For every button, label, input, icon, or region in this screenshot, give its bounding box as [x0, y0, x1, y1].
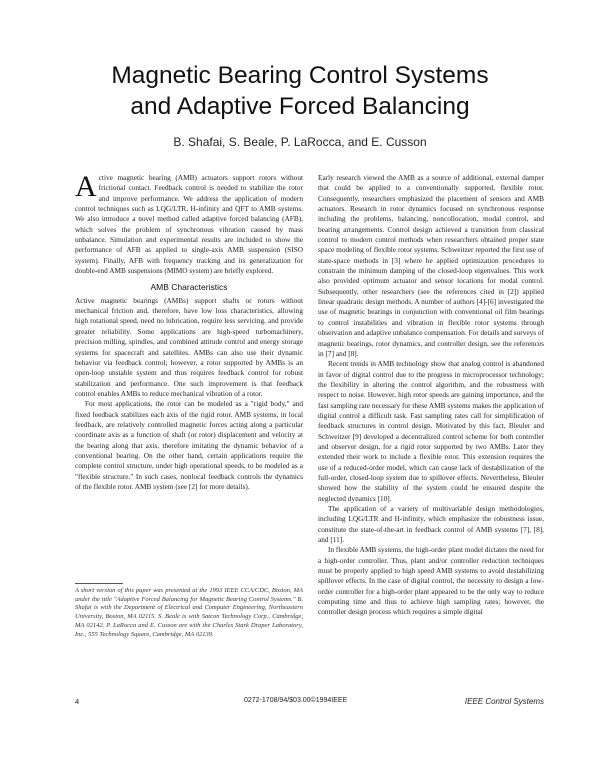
- title-line-1: Magnetic Bearing Control Systems: [111, 62, 489, 89]
- issn-line: 0272-1708/94/$03.00©1994IEEE: [244, 697, 348, 704]
- paper-title: [0, 60, 600, 122]
- right-column: [318, 173, 544, 618]
- drop-cap: A: [75, 170, 97, 203]
- body-paragraph: The application of a variety of multivariable design methodologies, including LQG/LTR and H-infinity, which emphasize the robustness issue, constitute the state-of-the-art in feedback control of AMB systems [7], [8], and [11].: [318, 504, 544, 545]
- title-line-2: and Adaptive Forced Balancing: [130, 93, 470, 120]
- body-paragraph: Early research viewed the AMB as a source of additional, external damper that could be applied to a conventionally supported, flexible rotor. Consequently, researchers emphasized the placement of sensors and AMB actuators. Research in rotor dynamics focused on synchronous response including the problems, balancing, noncollocation, modal control, and bearing arrangements. Control design achieved a transition from classical control to modern control methods when researchers obtained proper state space modeling of flexible rotor systems. Schweitzer reported the first use of state-space methods in [3] where he applied optimization procedures to constrain the minimum damping of the closed-loop eigenvalues. This work also provided optimum actuator and sensor locations for modal control. Subsequently, other researchers (see the references cited in [2]) applied linear quadratic design methods. A number of authors [4]-[6] investigated the use of magnetic bearings in conjunction with conventional oil film bearings to control instabilities and vibration in flexible rotor systems through observation and adaptive unbalance compensation. For details and surveys of magnetic bearings, rotor dynamics, and controller design, see the references in [7] and [8].: [318, 173, 544, 358]
- abstract: [75, 170, 303, 276]
- left-column: [75, 170, 303, 492]
- section-heading: AMB Characteristics: [150, 282, 228, 293]
- footnote-divider: [75, 583, 123, 584]
- body-paragraph: Recent trends in AMB technology show that analog control is abandoned in favor of digital control due to the progress in microprocessor technology; the flexibility in altering the control algorithm, and the robustness with respect to noise. However, high rotor speeds are gaining importance, and the fast sampling rate necessary for these AMB systems makes the application of digital control a difficult task. Fast sampling rates call for simplification of feedback structures in control design. Motivated by this fact, Bleuler and Schweitzer [9] developed a decentralized control scheme for both controller and observer design, for a rigid rotor supported by two AMBs. Later they extended their work to include a flexible rotor. This extension requires the use of a reduced-order model, which can cause lack of destabilization of the full-order, closed-loop system due to spillover effects. Nevertheless, Bleuler showed how the stability of the system could be ensured despite the neglected dynamics [10].: [318, 359, 544, 503]
- page-number: 4: [75, 697, 80, 706]
- abstract-text: ctive magnetic bearing (AMB) actuators support rotors without frictional contact. Feedback control is needed to stabilize the rotor and improve performance. We address the application of modern control techniques such as LQG/LTR, H-infinity and QFT to AMB systems. We also introduce a novel method called adaptive forced balancing (AFB), which solves the problem of synchronous vibration caused by mass unbalance. Simulation and experimental results are included to show the performance of AFB as applied to single-axis AMB suspension (SISO system). Finally, AFB with frequency tracking and its generalization for double-end AMB suspensions (MIMO system) are briefly explored.: [75, 173, 303, 276]
- body-paragraph: In flexible AMB systems, the high-order plant model dictates the need for a high-order controller. Thus, plant and/or controller reduction techniques must be properly applied to high speed AMB systems to avoid destabilizing spillover effects. In the case of digital control, the necessity to design a low-order controller for a high-order plant appeared to be the only way to reduce computing time and thus to achieve high sampling rates; however, the controller design process which requires a simple digital: [318, 545, 544, 617]
- body-paragraph: Active magnetic bearings (AMBs) support shafts or rotors without mechanical friction and, therefore, have low loss characteristics, allowing high rotational speed, need no lubrication, require less servicing, and provide greater reliability. Some applications are high-speed turbomachinery, precision milling, spindles, and combined attitude control and energy storage systems for spacecraft and satellites. AMBs can also use their dynamic behavior via feedback control; however, a rotor supported by AMBs is an open-loop unstable system and thus requires feedback control for robust stabilization and performance. One such improvement is that feedback control enables AMBs to reduce mechanical vibration of a rotor.: [75, 295, 303, 398]
- journal-name: IEEE Control Systems: [464, 697, 544, 706]
- body-paragraph: For most applications, the rotor can be modeled as a "rigid body," and fixed feedback stabilizes each axis of the rigid rotor. AMB systems, in local feedback, are relatively controlled magnetic forces acting along a particular coordinate axis as a function of shaft (or rotor) displacement and velocity at the bearing along that axis, therefore imitating the dynamic behavior of a conventional bearing. On the other hand, certain applications require the complete control structure, under high operational speeds, to be modeled as a "flexible structure." In such cases, nonlocal feedback controls the dynamics of the flexible rotor. AMB system (see [2] for more details).: [75, 399, 303, 491]
- footnote: A short version of this paper was presented at the 1993 IEEE CCA/CDC, Boston, MA under the title "Adaptive Forced Balancing for Magnetic Bearing Control Systems." B. Shafai is with the Department of Electrical and Computer Engineering, Northeastern University, Boston, MA 02115. S. Beale is with Satcon Technology Corp., Cambridge, MA 02142. P. LaRocca and E. Cusson are with the Charles Stark Draper Laboratory, Inc., 555 Technology Square, Cambridge, MA 02139.: [75, 587, 303, 638]
- author-list: B. Shafai, S. Beale, P. LaRocca, and E. Cusson: [173, 135, 427, 149]
